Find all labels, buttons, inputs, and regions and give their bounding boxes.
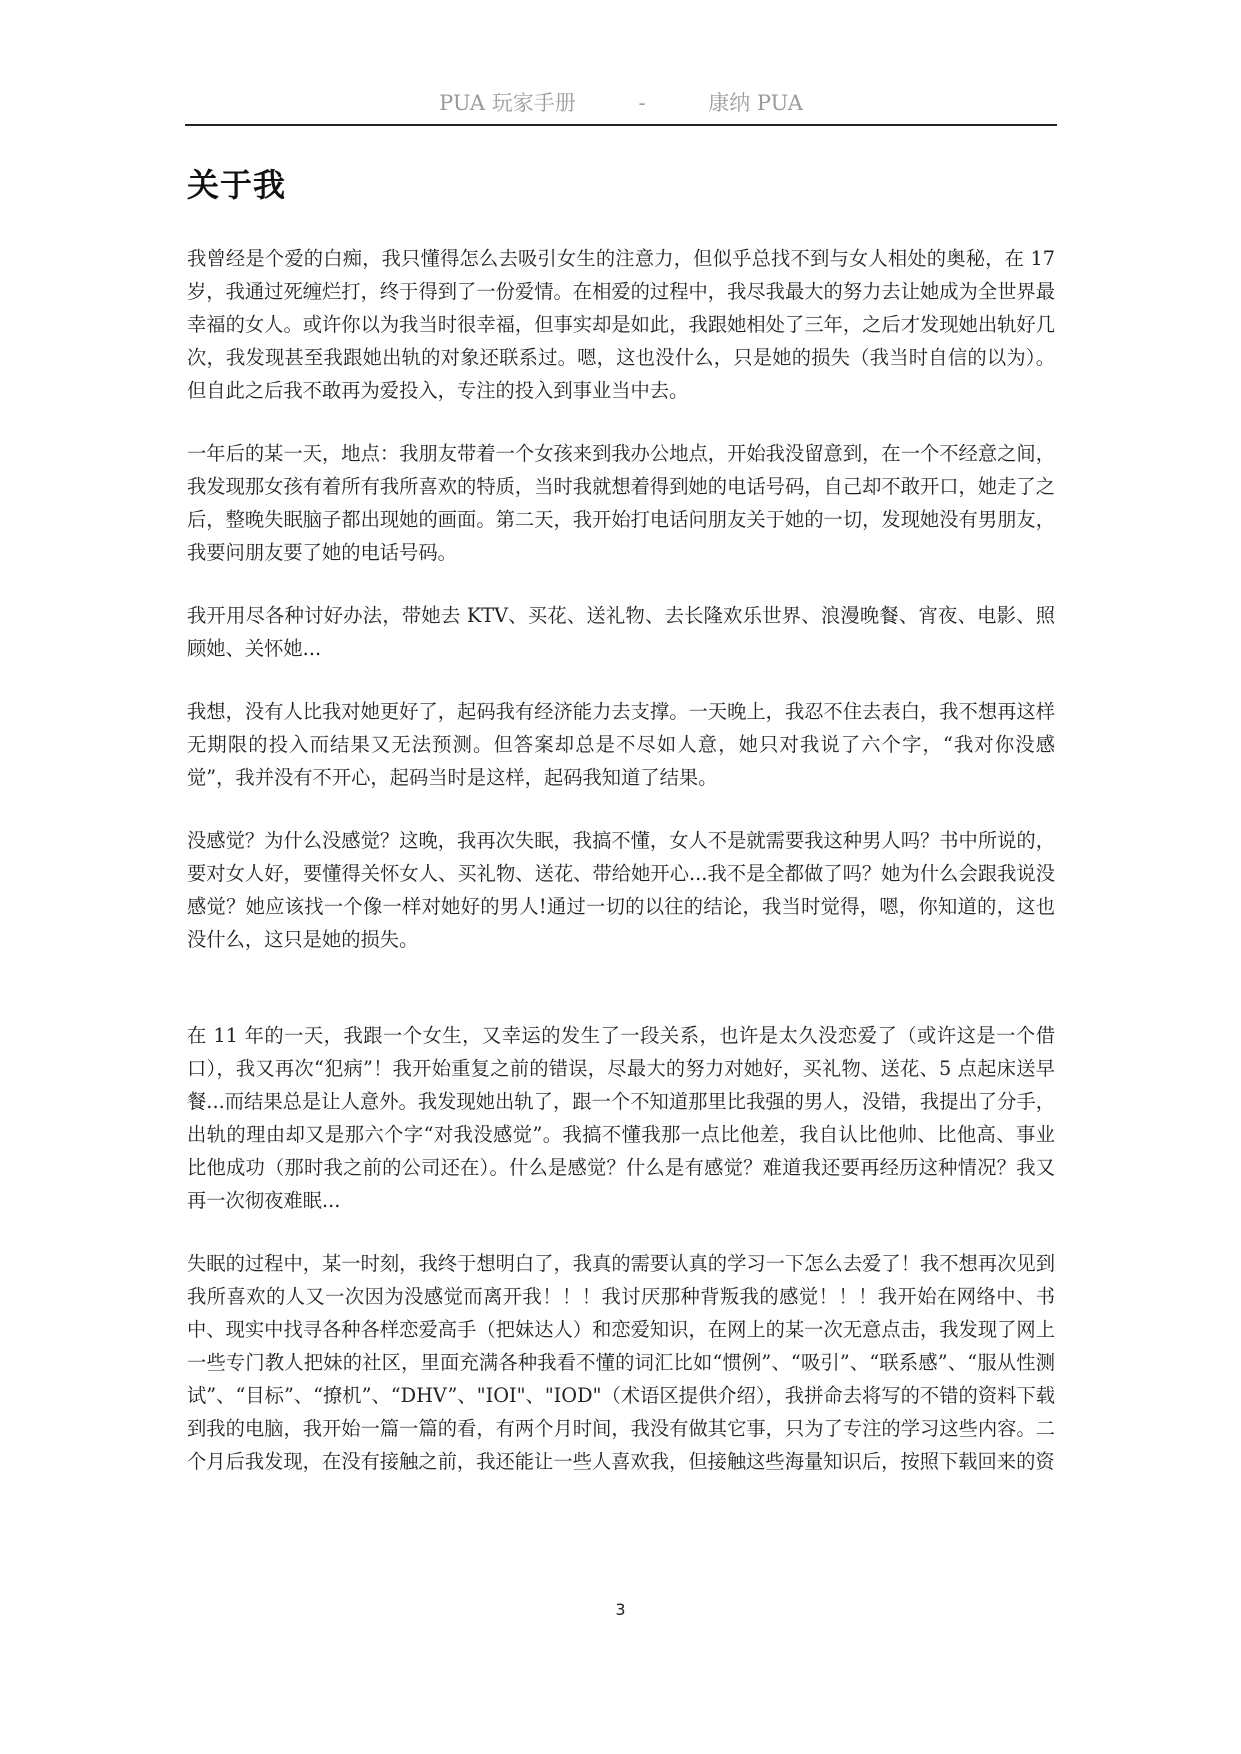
header-separator: -: [638, 91, 646, 115]
paragraph-6: 在 11 年的一天，我跟一个女生，又幸运的发生了一段关系，也许是太久没恋爱了（或许这是一个借口），我又再次“犯病”！我开始重复之前的错误，尽最大的努力对她好，买礼物、送花、5 点起床送早餐...而结果总是让人意外。我发现她出轨了，跟一个不知道那里比我强的男人，没错，我提出了分手，出轨的理由却又是那六个字“对我没感觉”。我搞不懂我那一点比他差，我自认比他帅、比他高、事业比他成功（那时我之前的公司还在）。什么是感觉？什么是有感觉？难道我还要再经历这种情况？我又再一次彻夜难眠...: [187, 1024, 1055, 1212]
page-title: 关于我: [187, 166, 287, 204]
header-book-title: PUA 玩家手册: [439, 91, 576, 115]
page-header: [185, 88, 1057, 126]
paragraph-2: 一年后的某一天，地点：我朋友带着一个女孩来到我办公地点，开始我没留意到，在一个不经意之间，我发现那女孩有着所有我所喜欢的特质，当时我就想着得到她的电话号码，自己却不敢开口，她走了之后，整晚失眠脑子都出现她的画面。第二天，我开始打电话问朋友关于她的一切，发现她没有男朋友，我要问朋友要了她的电话号码。: [187, 442, 1055, 564]
page-number: 3: [615, 1600, 626, 1619]
header-author: 康纳 PUA: [708, 91, 803, 115]
paragraph-7: 失眠的过程中，某一时刻，我终于想明白了，我真的需要认真的学习一下怎么去爱了！我不想再次见到我所喜欢的人又一次因为没感觉而离开我！！！我讨厌那种背叛我的感觉！！！我开始在网络中、书中、现实中找寻各种各样恋爱高手（把妹达人）和恋爱知识，在网上的某一次无意点击，我发现了网上一些专门教人把妹的社区，里面充满各种我看不懂的词汇比如“惯例”、“吸引”、“联系感”、“服从性测试”、“目标”、“撩机”、“DHV”、"IOI"、"IOD"（术语区提供介绍），我拼命去将写的不错的资料下载到我的电脑，我开始一篇一篇的看，有两个月时间，我没有做其它事，只为了专注的学习这些内容。二个月后我发现，在没有接触之前，我还能让一些人喜欢我，但接触这些海量知识后，按照下载回来的资: [187, 1252, 1055, 1473]
paragraph-3: 我开用尽各种讨好办法，带她去 KTV、买花、送礼物、去长隆欢乐世界、浪漫晚餐、宵夜、电影、照顾她、关怀她...: [187, 604, 1055, 660]
paragraph-5: 没感觉？为什么没感觉？这晚，我再次失眠，我搞不懂，女人不是就需要我这种男人吗？书中所说的，要对女人好，要懂得关怀女人、买礼物、送花、带给她开心...我不是全都做了吗？她为什么会跟我说没感觉？她应该找一个像一样对她好的男人!通过一切的以往的结论，我当时觉得，嗯，你知道的，这也没什么，这只是她的损失。: [187, 829, 1055, 951]
paragraph-4: 我想，没有人比我对她更好了，起码我有经济能力去支撑。一天晚上，我忍不住去表白，我不想再这样无期限的投入而结果又无法预测。但答案却总是不尽如人意，她只对我说了六个字，“我对你没感觉”，我并没有不开心，起码当时是这样，起码我知道了结果。: [187, 700, 1055, 789]
paragraph-1: 我曾经是个爱的白痴，我只懂得怎么去吸引女生的注意力，但似乎总找不到与女人相处的奥秘，在 17 岁，我通过死缠烂打，终于得到了一份爱情。在相爱的过程中，我尽我最大的努力去让她成为全世界最幸福的女人。或许你以为我当时很幸福，但事实却是如此，我跟她相处了三年，之后才发现她出轨好几次，我发现甚至我跟她出轨的对象还联系过。嗯，这也没什么，只是她的损失（我当时自信的以为）。但自此之后我不敢再为爱投入，专注的投入到事业当中去。: [187, 247, 1055, 402]
body-text: [187, 242, 1055, 1508]
